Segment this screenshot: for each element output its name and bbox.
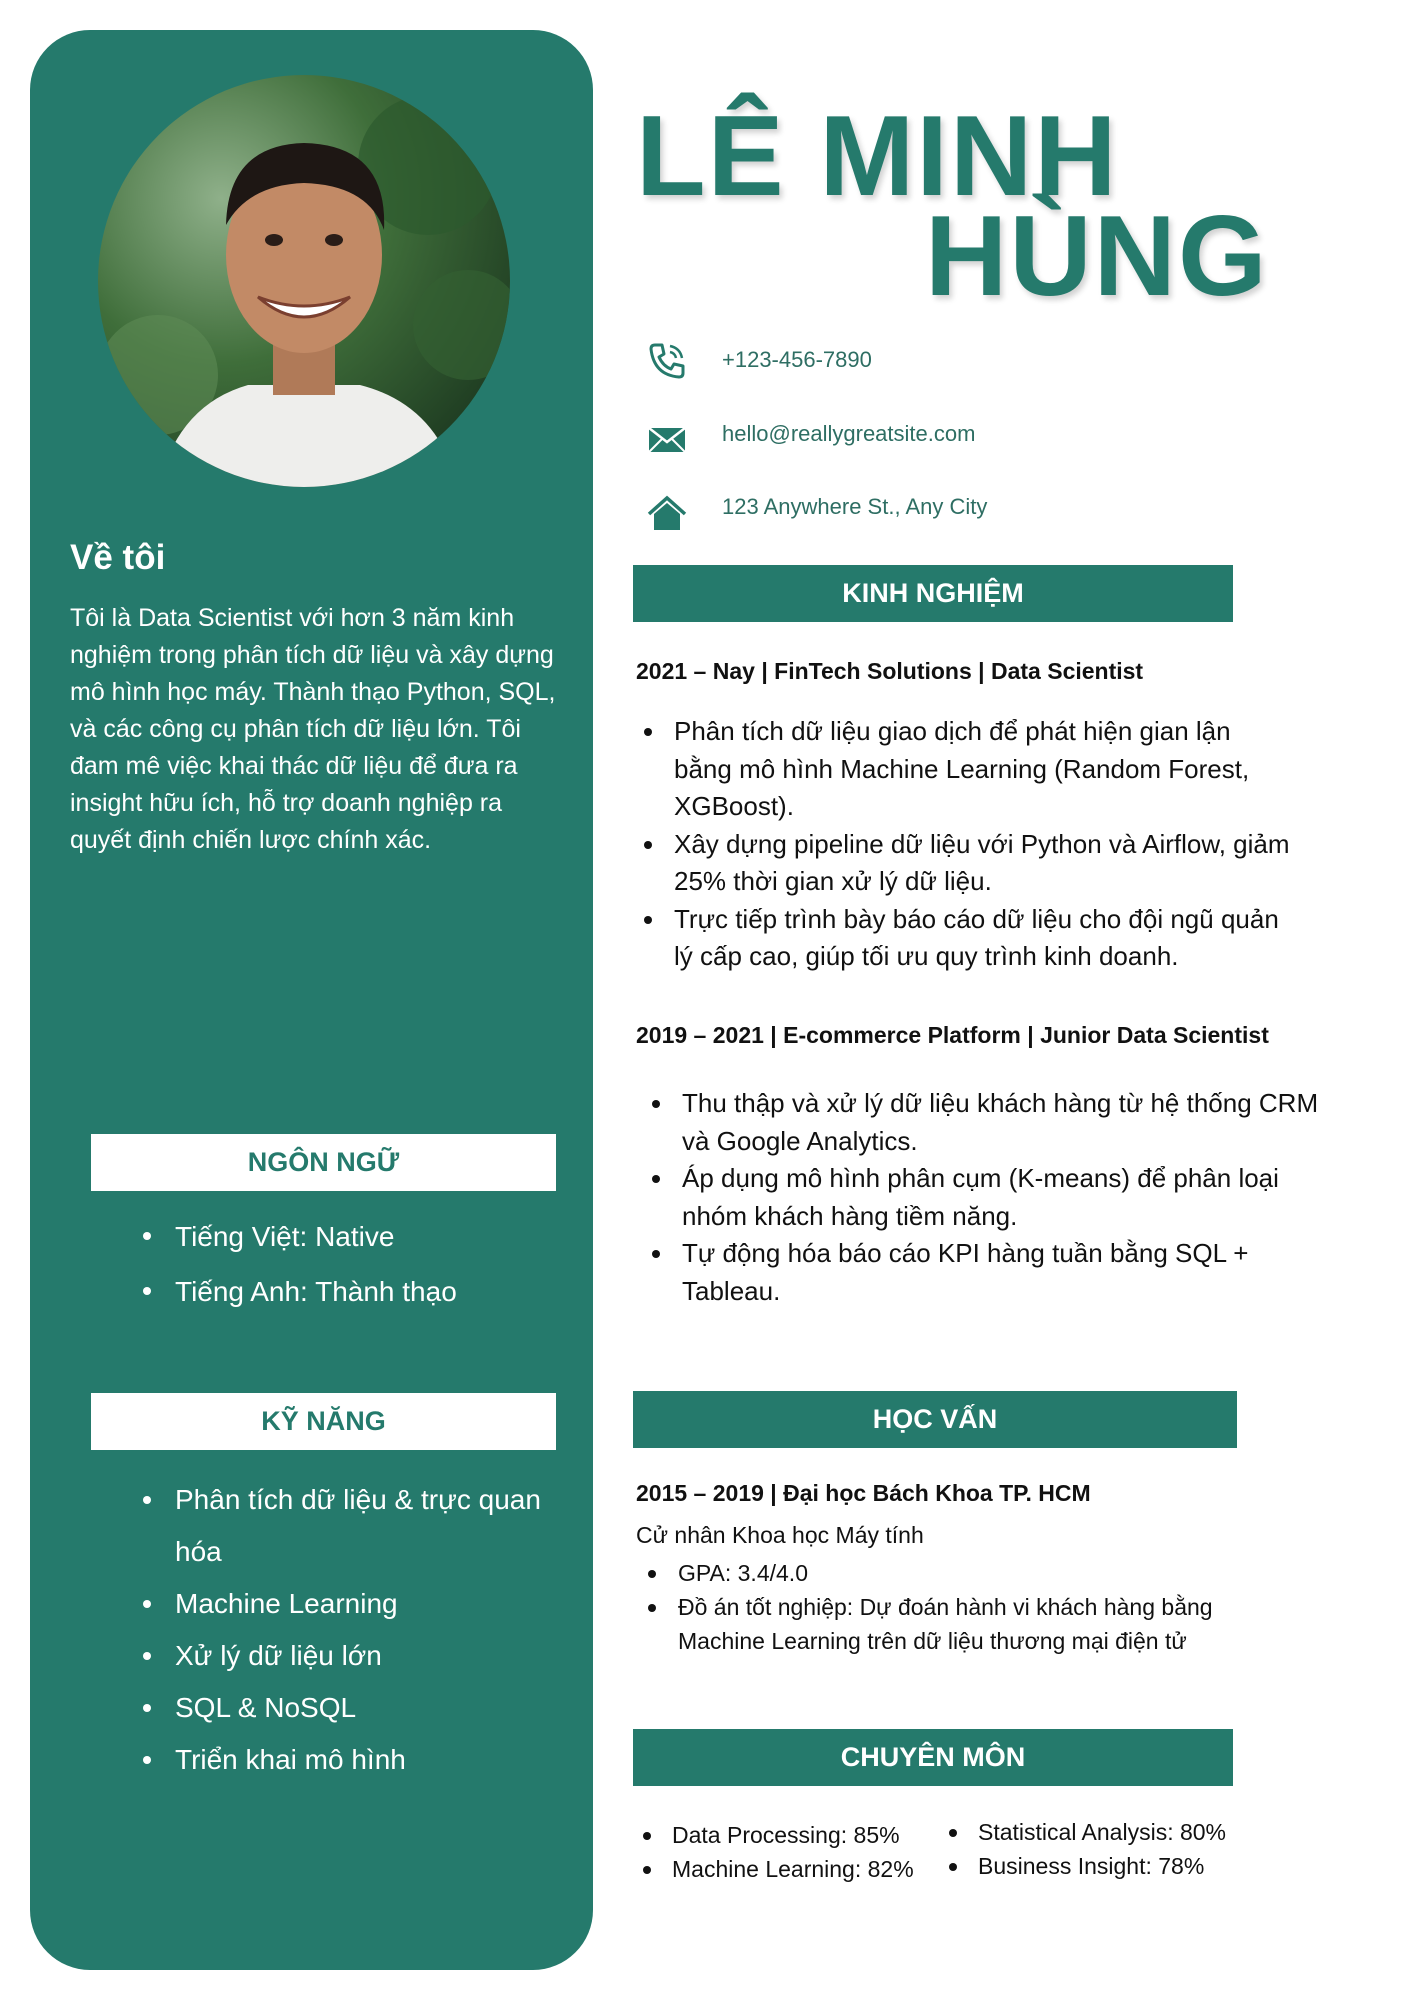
skills-list: [143, 1474, 563, 1786]
job-heading: 2021 – Nay | FinTech Solutions | Data Scientist: [636, 658, 1144, 684]
name-first-line: LÊ MINH: [636, 93, 1119, 220]
profile-photo: [98, 75, 510, 487]
job-bullet: Thu thập và xử lý dữ liệu khách hàng từ hệ thống CRM và Google Analytics.: [648, 1085, 1328, 1160]
expertise-item: Data Processing: 85%: [638, 1818, 914, 1852]
expertise-item: Machine Learning: 82%: [638, 1852, 914, 1886]
skill-item: Machine Learning: [143, 1578, 563, 1630]
job-bullet: Trực tiếp trình bày báo cáo dữ liệu cho đội ngũ quản lý cấp cao, giúp tối ưu quy trình kinh doanh.: [640, 901, 1290, 976]
job-bullet: Tự động hóa báo cáo KPI hàng tuần bằng SQL + Tableau.: [648, 1235, 1328, 1310]
education-bullet: Đồ án tốt nghiệp: Dự đoán hành vi khách hàng bằng Machine Learning trên dữ liệu thương mại điện tử: [640, 1590, 1280, 1658]
expertise-item: Business Insight: 78%: [944, 1849, 1226, 1883]
expertise-item: Statistical Analysis: 80%: [944, 1815, 1226, 1849]
job-bullets: [640, 713, 1290, 976]
skills-heading: KỸ NĂNG: [91, 1393, 556, 1450]
education-heading: HỌC VẤN: [633, 1391, 1237, 1448]
language-item: Tiếng Việt: Native: [143, 1209, 457, 1264]
languages-list: [143, 1209, 457, 1319]
skill-item: Triển khai mô hình: [143, 1734, 563, 1786]
name-second-line: HÙNG: [925, 193, 1269, 320]
job-bullet: Phân tích dữ liệu giao dịch để phát hiện gian lận bằng mô hình Machine Learning (Random Forest, XGBoost).: [640, 713, 1290, 826]
about-text: Tôi là Data Scientist với hơn 3 năm kinh nghiệm trong phân tích dữ liệu và xây dựng mô hình học máy. Thành thạo Python, SQL, và các công cụ phân tích dữ liệu lớn. Tôi đam mê việc khai thác dữ liệu để đưa ra insight hữu ích, hỗ trợ doanh nghiệp ra quyết định chiến lược chính xác.: [70, 604, 556, 854]
job-bullets: [648, 1085, 1328, 1310]
address-text: 123 Anywhere St., Any City: [722, 494, 988, 519]
skill-item: SQL & NoSQL: [143, 1682, 563, 1734]
skill-item: Xử lý dữ liệu lớn: [143, 1630, 563, 1682]
languages-heading: NGÔN NGỮ: [91, 1134, 556, 1191]
experience-heading: KINH NGHIỆM: [633, 565, 1233, 622]
education-school: 2015 – 2019 | Đại học Bách Khoa TP. HCM: [636, 1480, 1091, 1506]
home-icon: [646, 492, 688, 534]
job-heading: 2019 – 2021 | E-commerce Platform | Junior Data Scientist: [636, 1022, 1269, 1048]
job-bullet: Áp dụng mô hình phân cụm (K-means) để phân loại nhóm khách hàng tiềm năng.: [648, 1160, 1328, 1235]
language-item: Tiếng Anh: Thành thạo: [143, 1264, 457, 1319]
skill-item: Phân tích dữ liệu & trực quan hóa: [143, 1474, 563, 1578]
education-bullets: [640, 1556, 1280, 1658]
education-degree: Cử nhân Khoa học Máy tính: [636, 1522, 924, 1548]
mail-icon: [646, 418, 688, 460]
phone-icon: [646, 340, 688, 382]
expertise-heading: CHUYÊN MÔN: [633, 1729, 1233, 1786]
portrait-photo-icon: [98, 75, 510, 487]
expertise-list-right: [944, 1815, 1226, 1883]
education-bullet: GPA: 3.4/4.0: [640, 1556, 1280, 1590]
job-bullet: Xây dựng pipeline dữ liệu với Python và Airflow, giảm 25% thời gian xử lý dữ liệu.: [640, 826, 1290, 901]
phone-text[interactable]: +123-456-7890: [722, 347, 872, 372]
about-title: Về tôi: [70, 538, 166, 577]
email-text[interactable]: hello@reallygreatsite.com: [722, 421, 976, 446]
expertise-list-left: [638, 1818, 914, 1886]
